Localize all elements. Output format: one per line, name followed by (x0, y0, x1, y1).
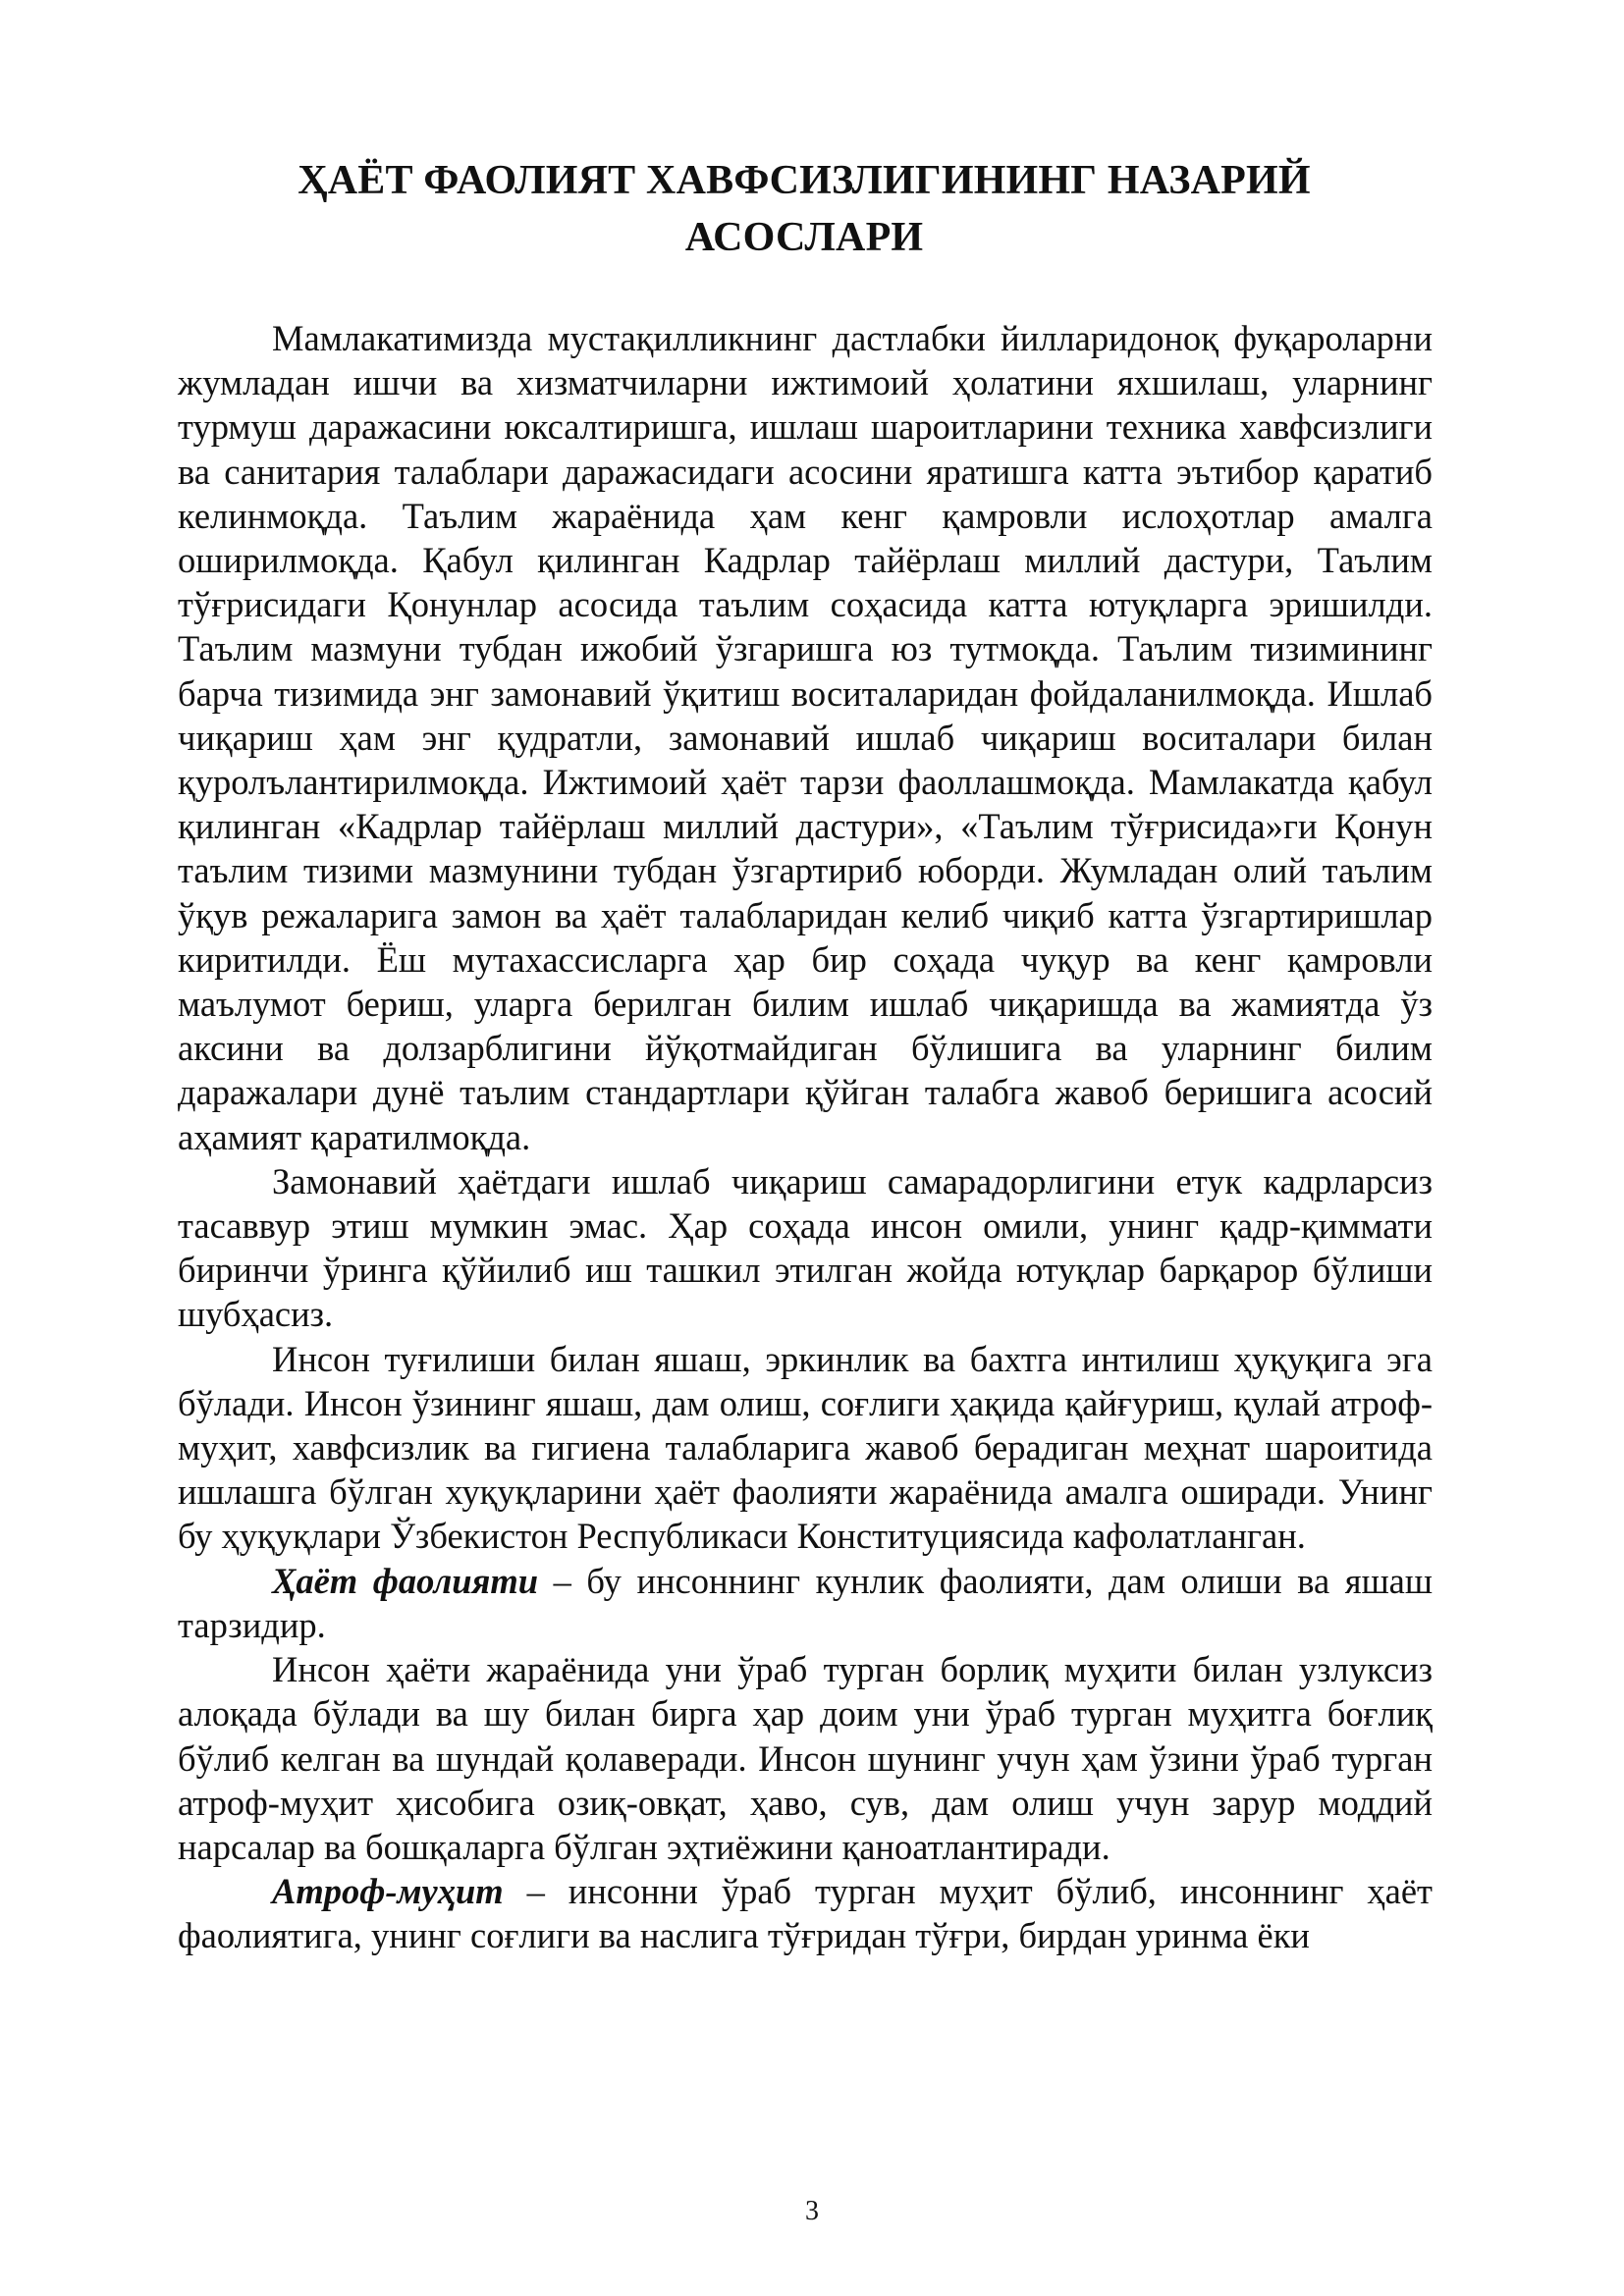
paragraph-text: Мамлакатимизда мустақилликнинг дастлабки йилларидоноқ фуқароларни жумладан ишчи ва хизматчиларни ижтимоий ҳолатини яхшилаш, уларнинг турмуш даражасини юксалтиришга, ишлаш шароитларини техника хавфсизлиги ва санитария талаблари даражасидаги асосини яратишга катта эътибор қаратиб келинмоқда. Таълим жараёнида ҳам кенг қамровли ислоҳотлар амалга оширилмоқда. Қабул қилинган Кадрлар тайёрлаш миллий дастури, Таълим тўғрисидаги Қонунлар асосида таълим соҳасида катта ютуқларга эришилди. Таълим мазмуни тубдан ижобий ўзгаришга юз тутмоқда. Таълим тизимининг барча тизимида энг замонавий ўқитиш воситаларидан фойдаланилмоқда. Ишлаб чиқариш ҳам энг қудратли, замонавий ишлаб чиқариш воситалари билан қуролълантирилмоқда. Ижтимоий ҳаёт тарзи фаоллашмоқда. Мамлакатда қабул қилинган «Кадрлар тайёрлаш миллий дастури», «Таълим тўғрисида»ги Қонун таълим тизими мазмунини тубдан ўзгартириб юборди. Жумладан олий таълим ўқув режаларига замон ва ҳаёт талабларидан келиб чиқиб катта ўзгартиришлар киритилди. Ёш мутахассисларга ҳар бир соҳада чуқур ва кенг қамровли маълумот бериш, уларга берилган билим ишлаб чиқаришда ва жамиятда ўз аксини ва долзарблигини йўқотмайдиган бўлишига ва уларнинг билим даражалари дунё таълим стандартлари қўйган талабга жавоб беришига асосий аҳамият қаратилмоқда. (178, 318, 1433, 1157)
page-title-line-1: ҲАЁТ ФАОЛИЯТ ХАВФСИЗЛИГИНИНГ НАЗАРИЙ (298, 158, 1311, 203)
document-body (178, 316, 1433, 1958)
paragraph (178, 1337, 1433, 1559)
paragraph-text: Инсон ҳаёти жараёнида уни ўраб турган борлиқ муҳити билан узлуксиз алоқада бўлади ва шу билан бирга ҳар доим уни ўраб турган муҳитга боғлиқ бўлиб келган ва шундай қолаверади. Инсон шунинг учун ҳам ўзини ўраб турган атроф-муҳит ҳисобига озиқ-овқат, ҳаво, сув, дам олиш учун зарур моддий нарсалар ва бошқаларга бўлган эҳтиёжини қаноатлантиради. (178, 1649, 1433, 1867)
page-number: 3 (805, 2196, 819, 2226)
definition-paragraph (178, 1869, 1433, 1957)
paragraph (178, 1159, 1433, 1337)
definition-text: – бу инсоннинг кунлик фаолияти, дам олиши ва яшаш тарзидир. (178, 1560, 1433, 1645)
definition-text: – инсонни ўраб турган муҳит бўлиб, инсоннинг ҳаёт фаолиятига, унинг соғлиги ва наслига тўғридан тўғри, бирдан уринма ёки (178, 1871, 1433, 1956)
defined-term: Атроф-муҳит (272, 1871, 504, 1912)
page-title (177, 152, 1432, 266)
paragraph-text: Инсон туғилиши билан яшаш, эркинлик ва бахтга интилиш ҳуқуқига эга бўлади. Инсон ўзининг яшаш, дам олиш, соғлиги ҳақида қайғуриш, қулай атроф-муҳит, хавфсизлик ва гигиена талабларига жавоб берадиган меҳнат шароитида ишлашга бўлган хуқуқларини ҳаёт фаолияти жараёнида амалга оширади. Унинг бу ҳуқуқлари Ўзбекистон Республикаси Конституциясида кафолатланган. (178, 1338, 1433, 1557)
paragraph-text: Замонавий ҳаётдаги ишлаб чиқариш самарадорлигини етук кадрларсиз тасаввур этиш мумкин эмас. Ҳар соҳада инсон омили, унинг қадр-қиммати биринчи ўринга қўйилиб иш ташкил этилган жойда ютуқлар барқарор бўлиши шубҳасиз. (178, 1160, 1433, 1335)
defined-term: Ҳаёт фаолияти (272, 1560, 539, 1601)
page-title-line-2: АСОСЛАРИ (684, 215, 924, 260)
paragraph (178, 316, 1433, 1159)
paragraph (178, 1647, 1433, 1869)
definition-paragraph (178, 1559, 1433, 1647)
